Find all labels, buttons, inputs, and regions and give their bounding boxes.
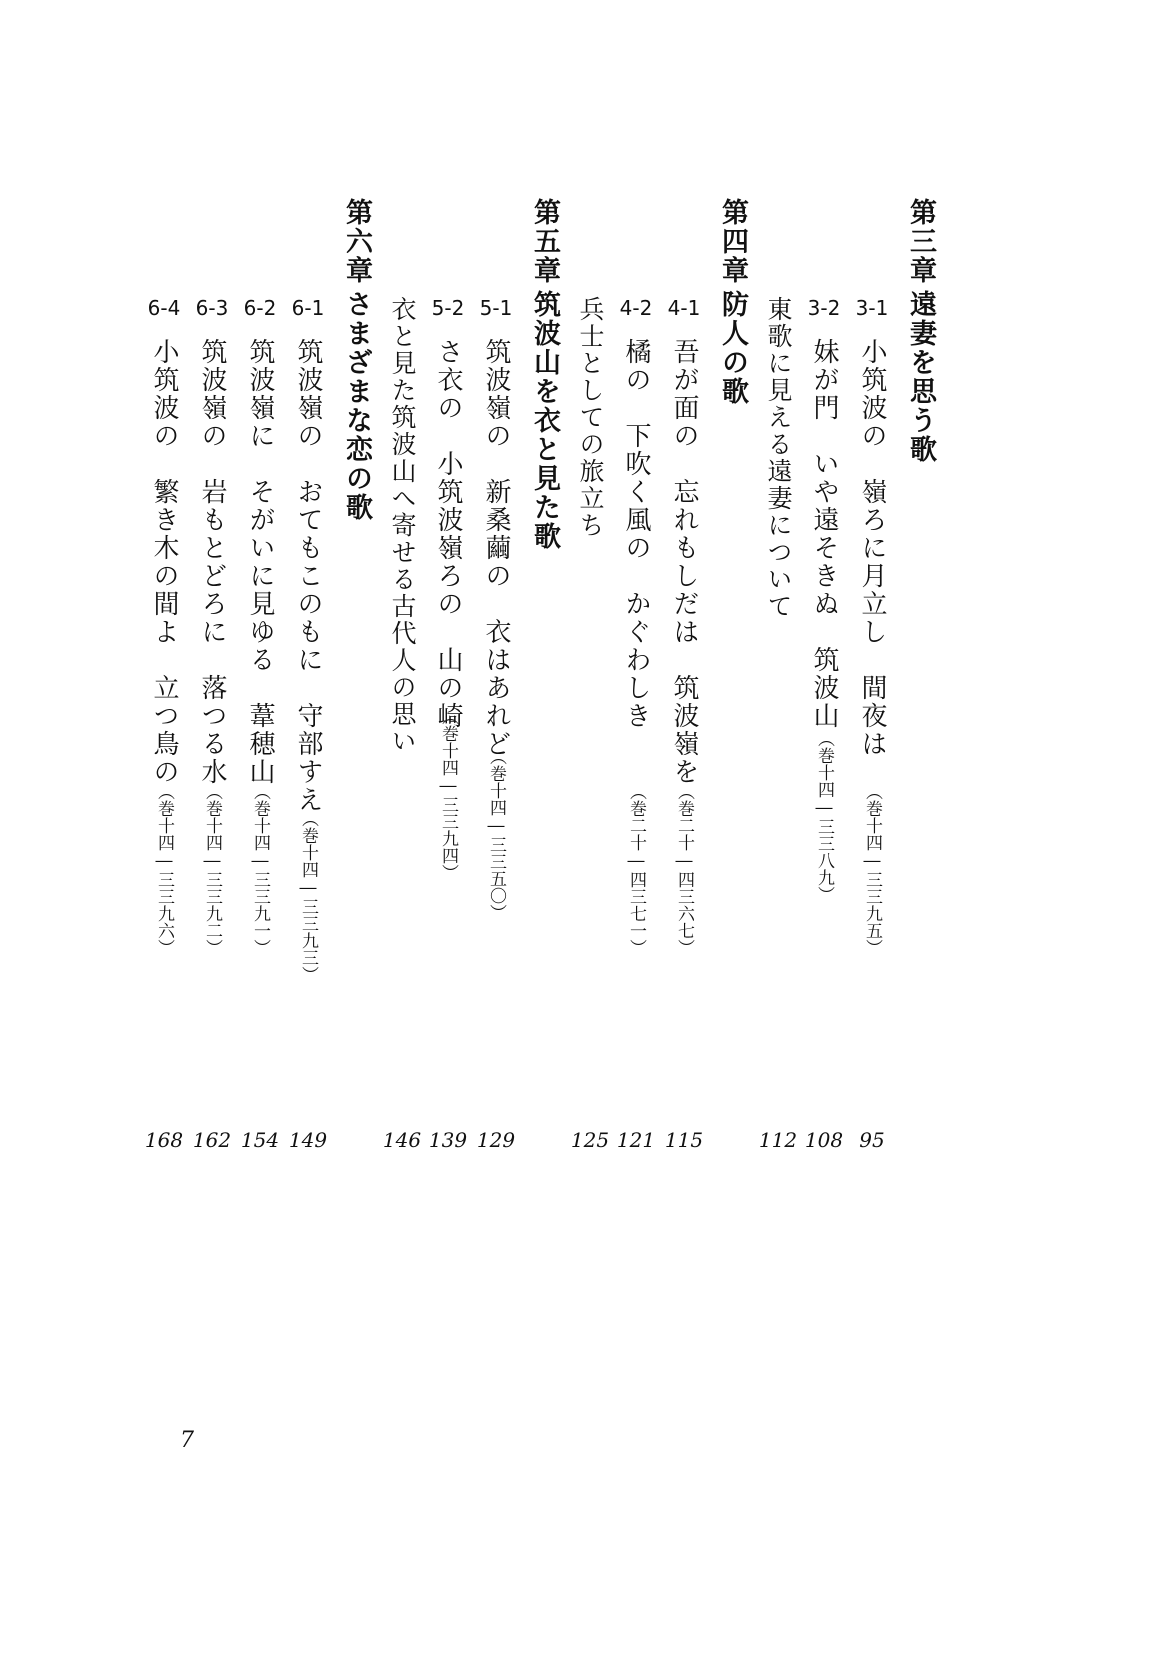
essay-4: [568, 198, 612, 1118]
poem-line: 筑波嶺に そがいに見ゆる 葦穂山: [245, 338, 275, 786]
page-number: 112: [758, 1128, 798, 1152]
poem-source: （巻十四―三三九二）: [202, 783, 222, 956]
poem-line: 妹が門 いや遠そきぬ 筑波山: [809, 338, 839, 730]
poem-source: （巻二十―四三七一）: [626, 783, 646, 956]
poem-source: （巻十四―三三九六）: [154, 783, 174, 956]
chapter-5-column: [522, 198, 566, 1118]
chapter-4-column: [710, 198, 754, 1118]
poem-line: 小筑波の 嶺ろに月立し 間夜は: [857, 338, 887, 758]
page-number: 146: [382, 1128, 422, 1152]
page-number: 154: [240, 1128, 280, 1152]
entry-number: 3-2: [807, 296, 841, 320]
entry-number: 5-1: [479, 296, 513, 320]
page-number: 108: [804, 1128, 844, 1152]
chapter-3-title: 遠妻を思う歌: [905, 290, 936, 464]
essay-title: 兵士としての旅立ち: [576, 296, 605, 539]
page-number: 115: [664, 1128, 704, 1152]
chapter-4-heading: 第四章: [717, 198, 748, 285]
poem-line: 筑波嶺の 岩もとどろに 落つる水: [197, 338, 227, 786]
essay-title: 衣と見た筑波山へ寄せる古代人の思い: [388, 296, 417, 755]
entry-5-2: [426, 198, 470, 1118]
poem-source: （巻十四―三三九五）: [862, 783, 882, 956]
entry-4-1: [662, 198, 706, 1118]
page-number: 125: [570, 1128, 610, 1152]
essay-5: [380, 198, 424, 1118]
chapter-6-heading: 第六章: [341, 198, 372, 285]
poem-line: 筑波嶺の おてもこのもに 守部すえ: [293, 338, 323, 814]
entry-6-4: [142, 198, 186, 1118]
entry-number: 6-2: [243, 296, 277, 320]
chapter-5-heading: 第五章: [529, 198, 560, 285]
chapter-5-title: 筑波山を衣と見た歌: [529, 290, 560, 551]
essay-3: [756, 198, 800, 1118]
chapter-3-heading: 第三章: [905, 198, 936, 285]
entry-number: 3-1: [855, 296, 889, 320]
page-number: 149: [288, 1128, 328, 1152]
entry-3-1: [850, 198, 894, 1118]
poem-line: 小筑波の 繁き木の間よ 立つ鳥の: [149, 338, 179, 786]
entry-number: 6-4: [147, 296, 181, 320]
entry-5-1: [474, 198, 518, 1118]
chapter-4-title: 防人の歌: [717, 290, 748, 406]
page-number: 121: [616, 1128, 656, 1152]
entry-number: 6-1: [291, 296, 325, 320]
poem-source: （巻十四―三三九四）: [438, 708, 458, 881]
page-number: 168: [144, 1128, 184, 1152]
entry-number: 4-2: [619, 296, 653, 320]
chapter-6-title: さまざまな恋の歌: [341, 290, 372, 522]
chapter-3-column: [898, 198, 942, 1118]
entry-3-2: [802, 198, 846, 1118]
poem-line: 吾が面の 忘れもしだは 筑波嶺を: [669, 338, 699, 786]
poem-source: （巻十四―三三九三）: [298, 810, 318, 983]
page-number: 139: [428, 1128, 468, 1152]
poem-source: （巻十四―三三八九）: [814, 730, 834, 903]
folio: 7: [180, 1428, 194, 1453]
entry-number: 4-1: [667, 296, 701, 320]
essay-title: 東歌に見える遠妻について: [764, 296, 793, 620]
poem-line: さ衣の 小筑波嶺ろの 山の崎: [433, 338, 463, 730]
page-number: 95: [859, 1128, 885, 1152]
entry-6-2: [238, 198, 282, 1118]
poem-line: 筑波嶺の 新桑繭の 衣はあれど: [481, 338, 511, 758]
page-number: 129: [476, 1128, 516, 1152]
poem-source: （巻二十―四三六七）: [674, 783, 694, 956]
entry-number: 5-2: [431, 296, 465, 320]
entry-4-2: [614, 198, 658, 1118]
poem-source: （巻十四―三三五〇）: [486, 748, 506, 921]
entry-6-3: [190, 198, 234, 1118]
poem-source: （巻十四―三三九一）: [250, 783, 270, 956]
page-number: 162: [192, 1128, 232, 1152]
entry-6-1: [286, 198, 330, 1118]
chapter-6-column: [334, 198, 378, 1118]
entry-number: 6-3: [195, 296, 229, 320]
poem-line: 橘の 下吹く風の かぐわしき: [621, 338, 651, 730]
